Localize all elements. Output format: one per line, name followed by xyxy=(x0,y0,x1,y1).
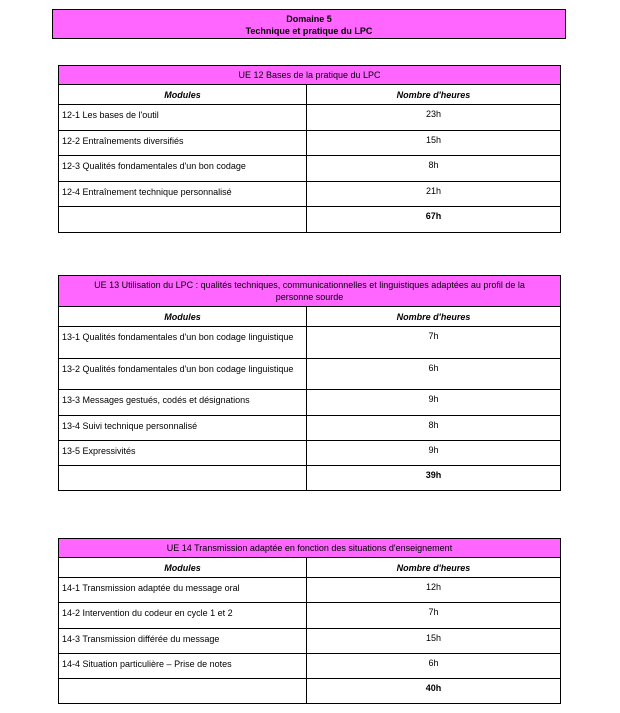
total-row xyxy=(59,207,561,233)
total-hours: 67h xyxy=(307,207,561,233)
ue12-table xyxy=(58,65,561,233)
ue14-table xyxy=(58,538,561,704)
hours-header: Nombre d'heures xyxy=(307,558,561,578)
total-empty-cell xyxy=(59,466,307,491)
module-cell: 12-2 Entraînements diversifiés xyxy=(59,131,307,156)
total-empty-cell xyxy=(59,679,307,704)
total-empty-cell xyxy=(59,207,307,233)
hours-cell: 23h xyxy=(307,105,561,131)
hours-cell: 9h xyxy=(307,441,561,466)
table-row xyxy=(59,105,561,131)
module-cell: 13-3 Messages gestués, codés et désignations xyxy=(59,390,307,416)
module-cell: 13-2 Qualités fondamentales d'un bon codage linguistique xyxy=(59,359,307,390)
total-hours: 39h xyxy=(307,466,561,491)
ue13-title xyxy=(59,276,561,307)
domain-header xyxy=(52,9,566,39)
ue13-title-line1: UE 13 Utilisation du LPC : qualités techniques, communicationnelles et linguistiques adaptées au profil de la xyxy=(94,280,525,290)
domain-subtitle: Technique et pratique du LPC xyxy=(245,26,373,36)
table-row xyxy=(59,156,561,182)
total-hours: 40h xyxy=(307,679,561,704)
module-cell: 14-3 Transmission différée du message xyxy=(59,629,307,654)
ue12-title: UE 12 Bases de la pratique du LPC xyxy=(59,66,561,85)
hours-header: Nombre d'heures xyxy=(307,307,561,327)
table-row xyxy=(59,629,561,654)
total-row xyxy=(59,466,561,491)
table-row xyxy=(59,578,561,603)
module-cell: 13-4 Suivi technique personnalisé xyxy=(59,416,307,441)
hours-cell: 7h xyxy=(307,603,561,629)
hours-cell: 12h xyxy=(307,578,561,603)
hours-cell: 15h xyxy=(307,131,561,156)
hours-cell: 6h xyxy=(307,654,561,679)
modules-header: Modules xyxy=(59,307,307,327)
hours-cell: 6h xyxy=(307,359,561,390)
ue13-table xyxy=(58,275,561,491)
table-row xyxy=(59,441,561,466)
module-cell: 12-3 Qualités fondamentales d'un bon codage xyxy=(59,156,307,182)
table-row xyxy=(59,182,561,207)
ue13-title-line2: personne sourde xyxy=(275,292,344,302)
module-cell: 14-4 Situation particulière – Prise de notes xyxy=(59,654,307,679)
table-row xyxy=(59,416,561,441)
ue14-title: UE 14 Transmission adaptée en fonction des situations d'enseignement xyxy=(59,539,561,558)
module-cell: 14-1 Transmission adaptée du message oral xyxy=(59,578,307,603)
domain-title: Domaine 5 xyxy=(286,14,332,24)
total-row xyxy=(59,679,561,704)
hours-cell: 7h xyxy=(307,327,561,359)
hours-cell: 21h xyxy=(307,182,561,207)
table-row xyxy=(59,654,561,679)
table-row xyxy=(59,327,561,359)
table-row xyxy=(59,359,561,390)
module-cell: 13-1 Qualités fondamentales d'un bon codage linguistique xyxy=(59,327,307,359)
hours-cell: 9h xyxy=(307,390,561,416)
hours-cell: 8h xyxy=(307,156,561,182)
hours-cell: 8h xyxy=(307,416,561,441)
table-row xyxy=(59,131,561,156)
table-row xyxy=(59,603,561,629)
module-cell: 14-2 Intervention du codeur en cycle 1 et 2 xyxy=(59,603,307,629)
module-cell: 12-1 Les bases de l'outil xyxy=(59,105,307,131)
modules-header: Modules xyxy=(59,558,307,578)
hours-header: Nombre d'heures xyxy=(307,85,561,105)
modules-header: Modules xyxy=(59,85,307,105)
module-cell: 12-4 Entraînement technique personnalisé xyxy=(59,182,307,207)
module-cell: 13-5 Expressivités xyxy=(59,441,307,466)
table-row xyxy=(59,390,561,416)
hours-cell: 15h xyxy=(307,629,561,654)
